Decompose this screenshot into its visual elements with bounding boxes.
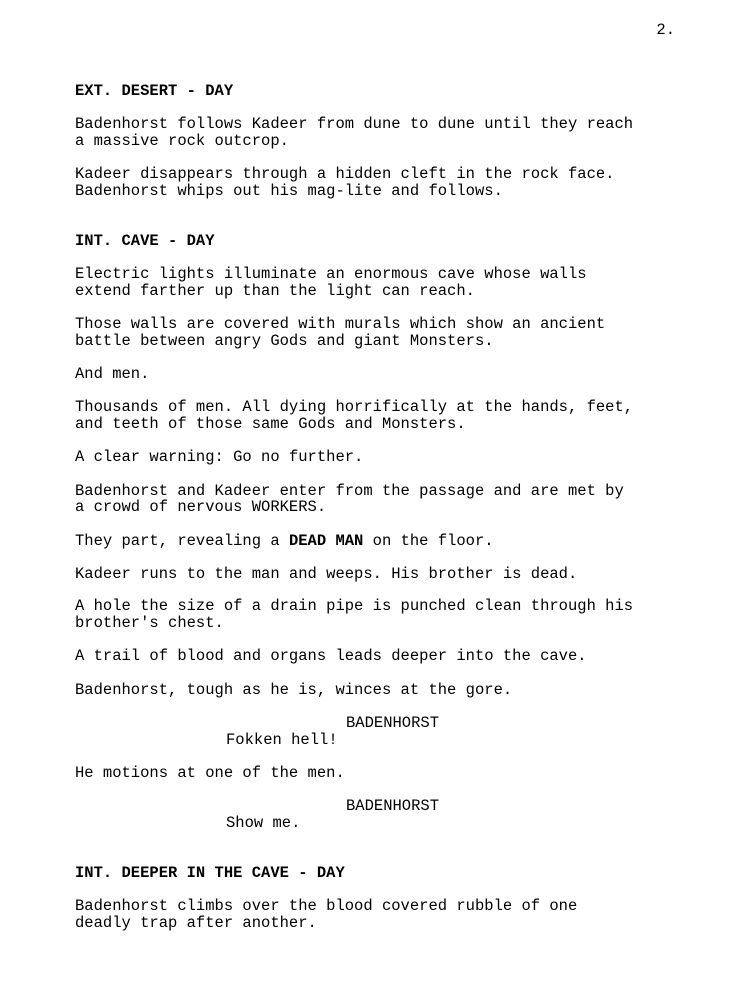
action-line: Kadeer disappears through a hidden cleft in the rock face. — [75, 165, 615, 183]
character-cue: BADENHORST — [346, 797, 440, 815]
scene-heading: INT. DEEPER IN THE CAVE - DAY — [75, 864, 345, 882]
dialogue-line: Fokken hell! — [226, 731, 338, 749]
action-line: a massive rock outcrop. — [75, 132, 289, 150]
scene-heading: EXT. DESERT - DAY — [75, 82, 234, 100]
action-line: Electric lights illuminate an enormous cave whose walls — [75, 265, 587, 283]
action-line: extend farther up than the light can reach. — [75, 282, 475, 300]
action-line: A hole the size of a drain pipe is punched clean through his — [75, 597, 634, 615]
action-line: a crowd of nervous WORKERS. — [75, 498, 327, 516]
action-line: and teeth of those same Gods and Monsters. — [75, 415, 466, 433]
action-line: And men. — [75, 365, 150, 383]
action-text: They part, revealing a — [75, 532, 289, 550]
action-line: battle between angry Gods and giant Monsters. — [75, 332, 494, 350]
action-line: Kadeer runs to the man and weeps. His brother is dead. — [75, 565, 578, 583]
dialogue-line: Show me. — [226, 814, 301, 832]
action-line: A clear warning: Go no further. — [75, 448, 364, 466]
action-line: brother's chest. — [75, 614, 224, 632]
action-line: Those walls are covered with murals which show an ancient — [75, 315, 606, 333]
page-number: 2. — [656, 21, 675, 39]
action-line: Badenhorst and Kadeer enter from the passage and are met by — [75, 482, 624, 500]
action-line — [75, 533, 494, 550]
action-line: Badenhorst, tough as he is, winces at the gore. — [75, 681, 513, 699]
action-line: Badenhorst whips out his mag-lite and follows. — [75, 182, 503, 200]
scene-heading: INT. CAVE - DAY — [75, 232, 215, 250]
action-text: on the floor. — [363, 532, 494, 550]
character-intro: DEAD MAN — [288, 532, 364, 550]
action-line: Badenhorst climbs over the blood covered rubble of one — [75, 897, 578, 915]
character-cue: BADENHORST — [346, 714, 440, 732]
action-line: He motions at one of the men. — [75, 764, 345, 782]
action-line: Badenhorst follows Kadeer from dune to dune until they reach — [75, 115, 634, 133]
action-line: deadly trap after another. — [75, 914, 317, 932]
action-line: A trail of blood and organs leads deeper into the cave. — [75, 647, 587, 665]
action-line: Thousands of men. All dying horrifically at the hands, feet, — [75, 398, 634, 416]
